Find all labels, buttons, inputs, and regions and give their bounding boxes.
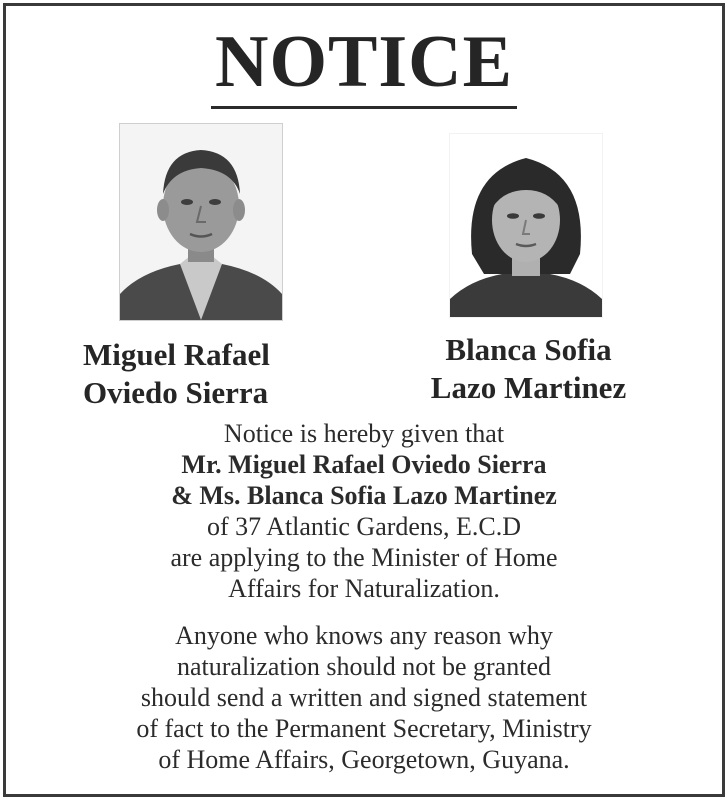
notice-line: are applying to the Minister of Home [170, 543, 558, 572]
notice-line: Affairs for Naturalization. [228, 574, 500, 603]
notice-heading [6, 20, 722, 109]
objection-line: Anyone who knows any reason why [175, 621, 553, 650]
notice-paragraph [6, 418, 722, 604]
notice-address-line: of 37 Atlantic Gardens, E.C.D [206, 512, 522, 541]
person-name-1 [83, 336, 343, 412]
objection-line: naturalization should not be granted [176, 652, 551, 681]
objection-line: of Home Affairs, Georgetown, Guyana. [158, 745, 570, 774]
objection-line: of fact to the Permanent Secretary, Ministry [136, 714, 592, 743]
person-name-2-line1: Blanca Sofia [445, 332, 612, 367]
person-name-2-line2: Lazo Martinez [430, 370, 627, 405]
notice-title: NOTICE [211, 20, 517, 109]
person-name-1-line2: Oviedo Sierra [83, 375, 269, 410]
portrait-photo-woman [449, 133, 603, 318]
portrait-photo-man [119, 123, 283, 321]
objection-paragraph [6, 620, 722, 775]
person-name-1-line1: Miguel Rafael [83, 337, 270, 372]
notice-applicant-line: & Ms. Blanca Sofia Lazo Martinez [171, 481, 557, 510]
notice-line: Notice is hereby given that [223, 419, 505, 448]
objection-line: should send a written and signed statement [140, 683, 588, 712]
person-name-2 [406, 331, 651, 407]
notice-applicant-line: Mr. Miguel Rafael Oviedo Sierra [181, 450, 547, 479]
notice-frame [3, 3, 725, 797]
